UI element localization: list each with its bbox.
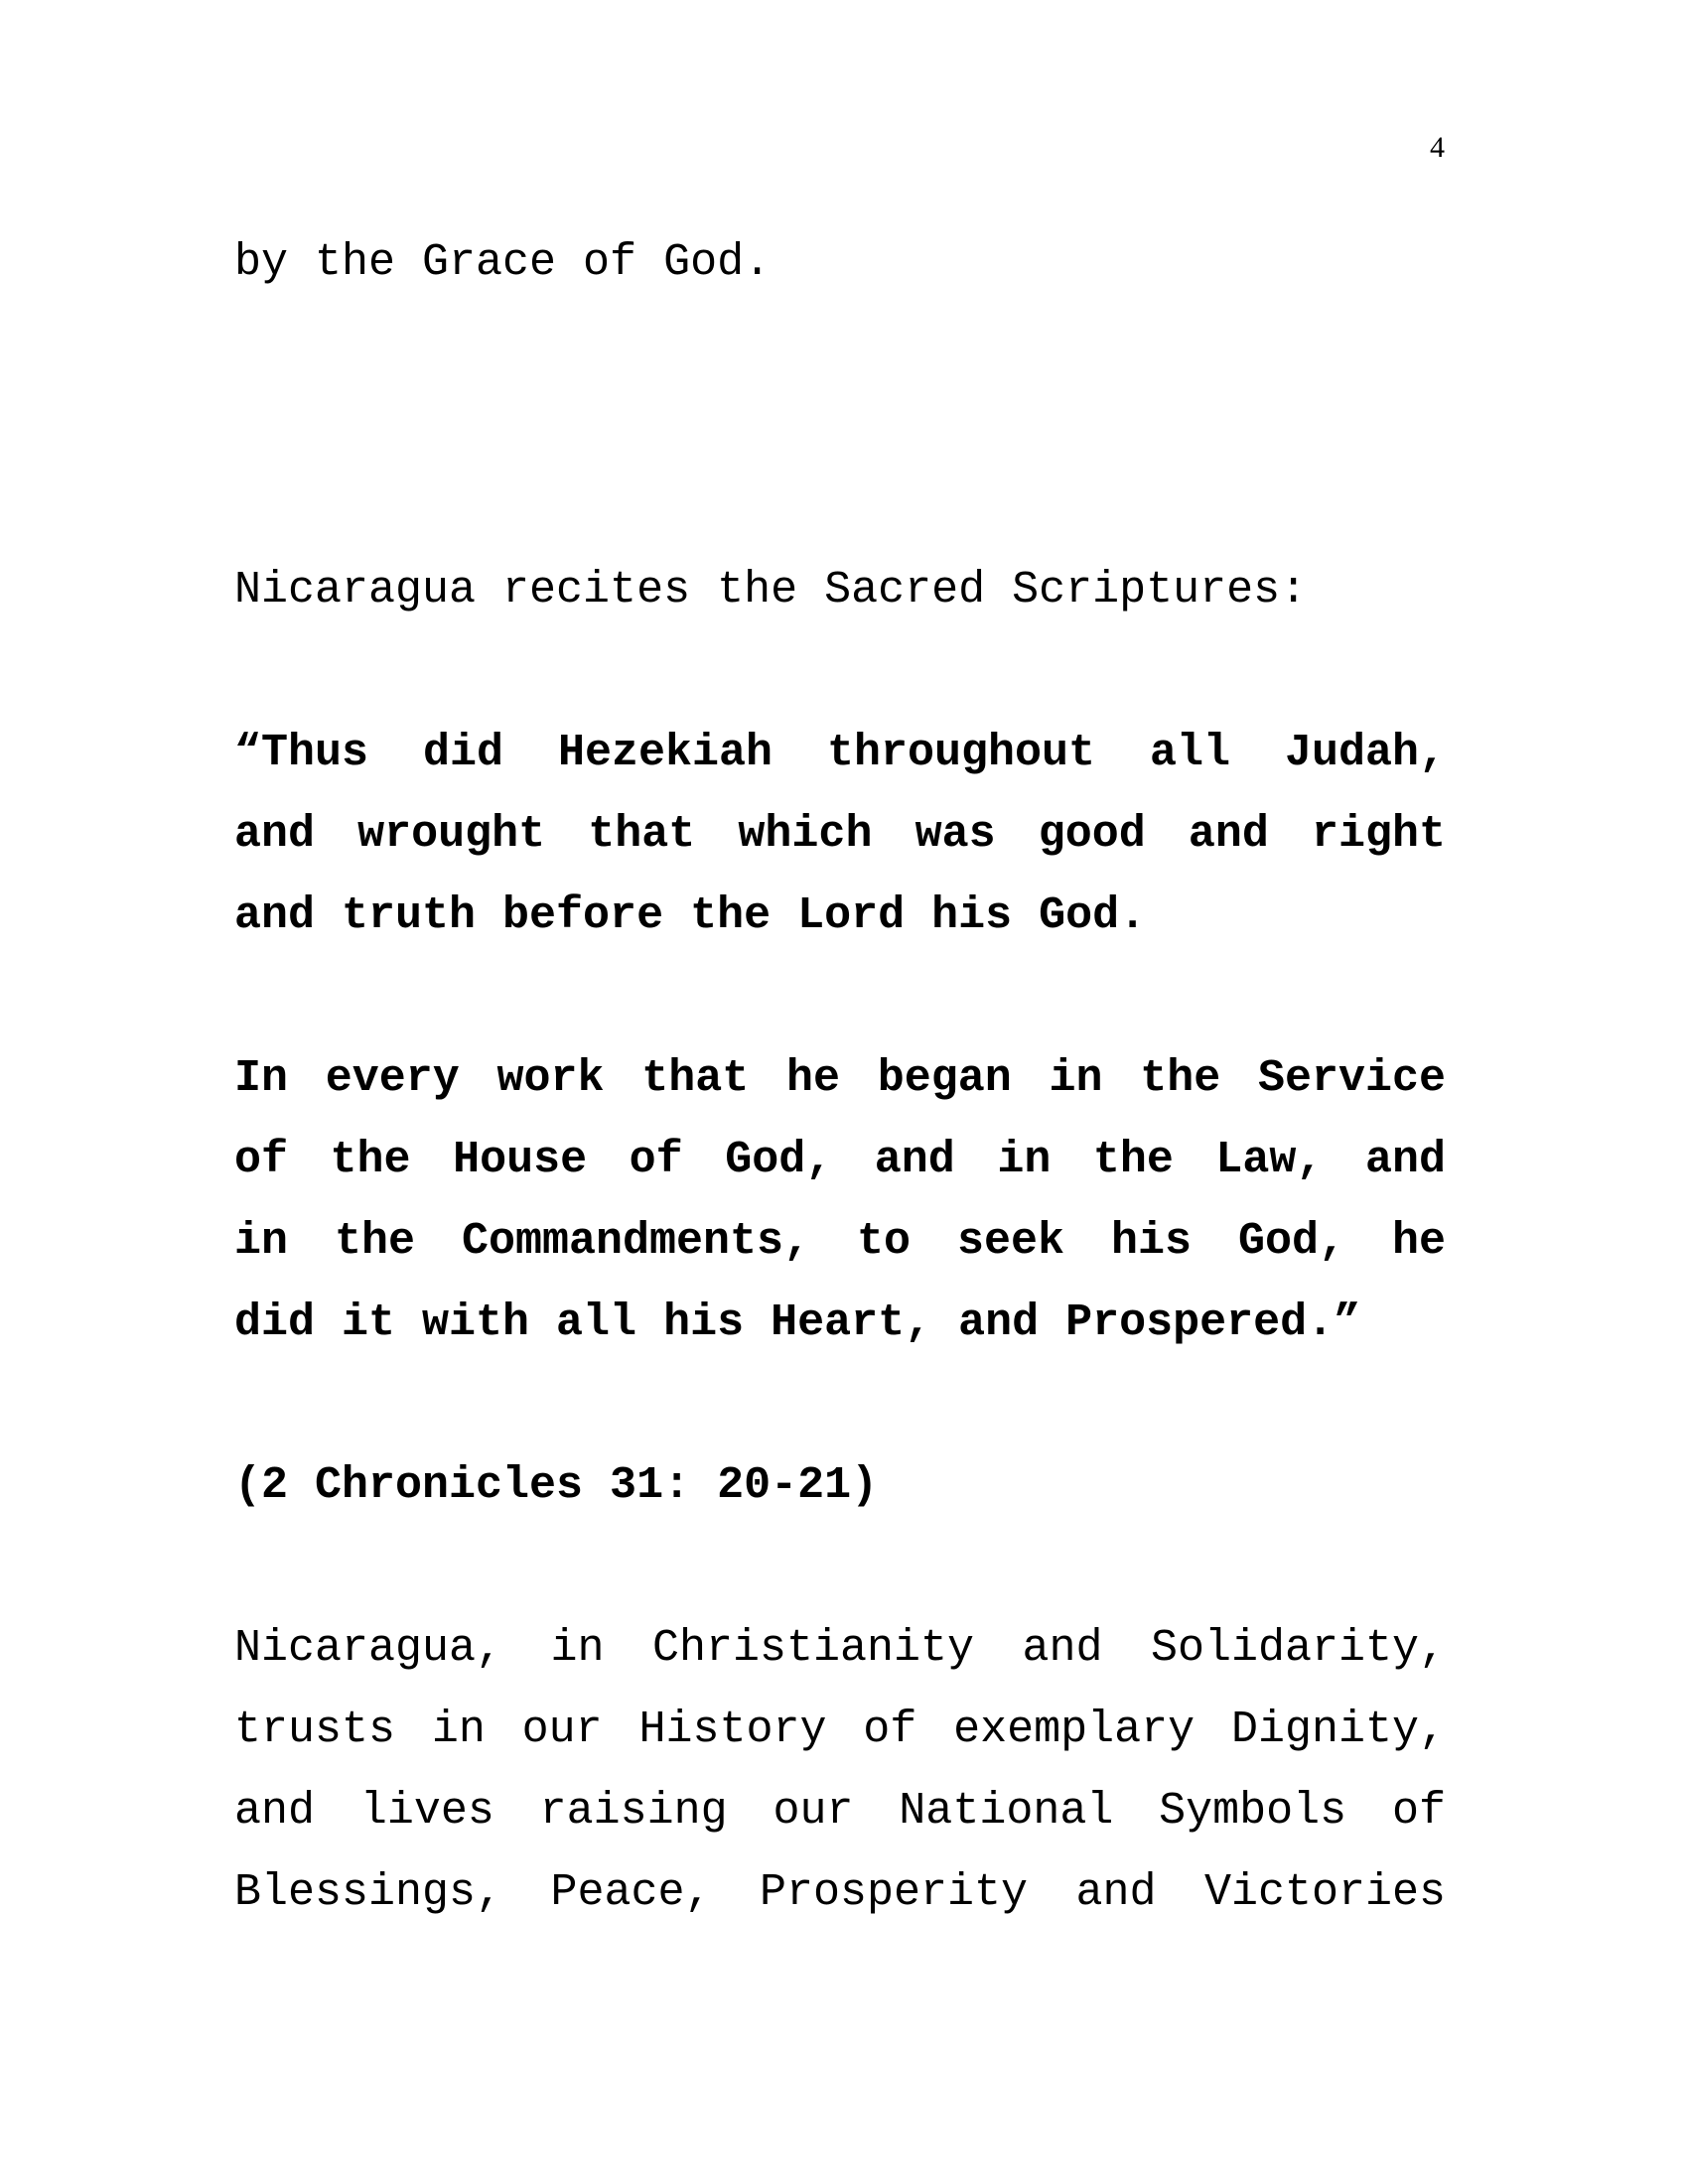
- quote-line: In every work that he began in the Service: [234, 1053, 1446, 1104]
- intro-line: Nicaragua recites the Sacred Scriptures:: [234, 565, 1308, 615]
- continuation-line: by the Grace of God.: [234, 237, 772, 288]
- closing-line: Nicaragua, in Christianity and Solidarity,: [234, 1623, 1446, 1674]
- quote-line: of the House of God, and in the Law, and: [234, 1135, 1446, 1185]
- citation-line: (2 Chronicles 31: 20-21): [234, 1460, 879, 1511]
- closing-line: trusts in our History of exemplary Dignity,: [234, 1705, 1446, 1755]
- quote-line: “Thus did Hezekiah throughout all Judah,: [234, 728, 1446, 778]
- closing-line: and lives raising our National Symbols of: [234, 1786, 1446, 1837]
- quote-line: and wrought that which was good and right: [234, 809, 1446, 860]
- quote-line: and truth before the Lord his God.: [234, 890, 1147, 941]
- quote-line: did it with all his Heart, and Prospered.”: [234, 1297, 1361, 1348]
- page-number: 4: [1430, 131, 1445, 164]
- closing-line: Blessings, Peace, Prosperity and Victories: [234, 1867, 1446, 1918]
- quote-line: in the Commandments, to seek his God, he: [234, 1216, 1446, 1267]
